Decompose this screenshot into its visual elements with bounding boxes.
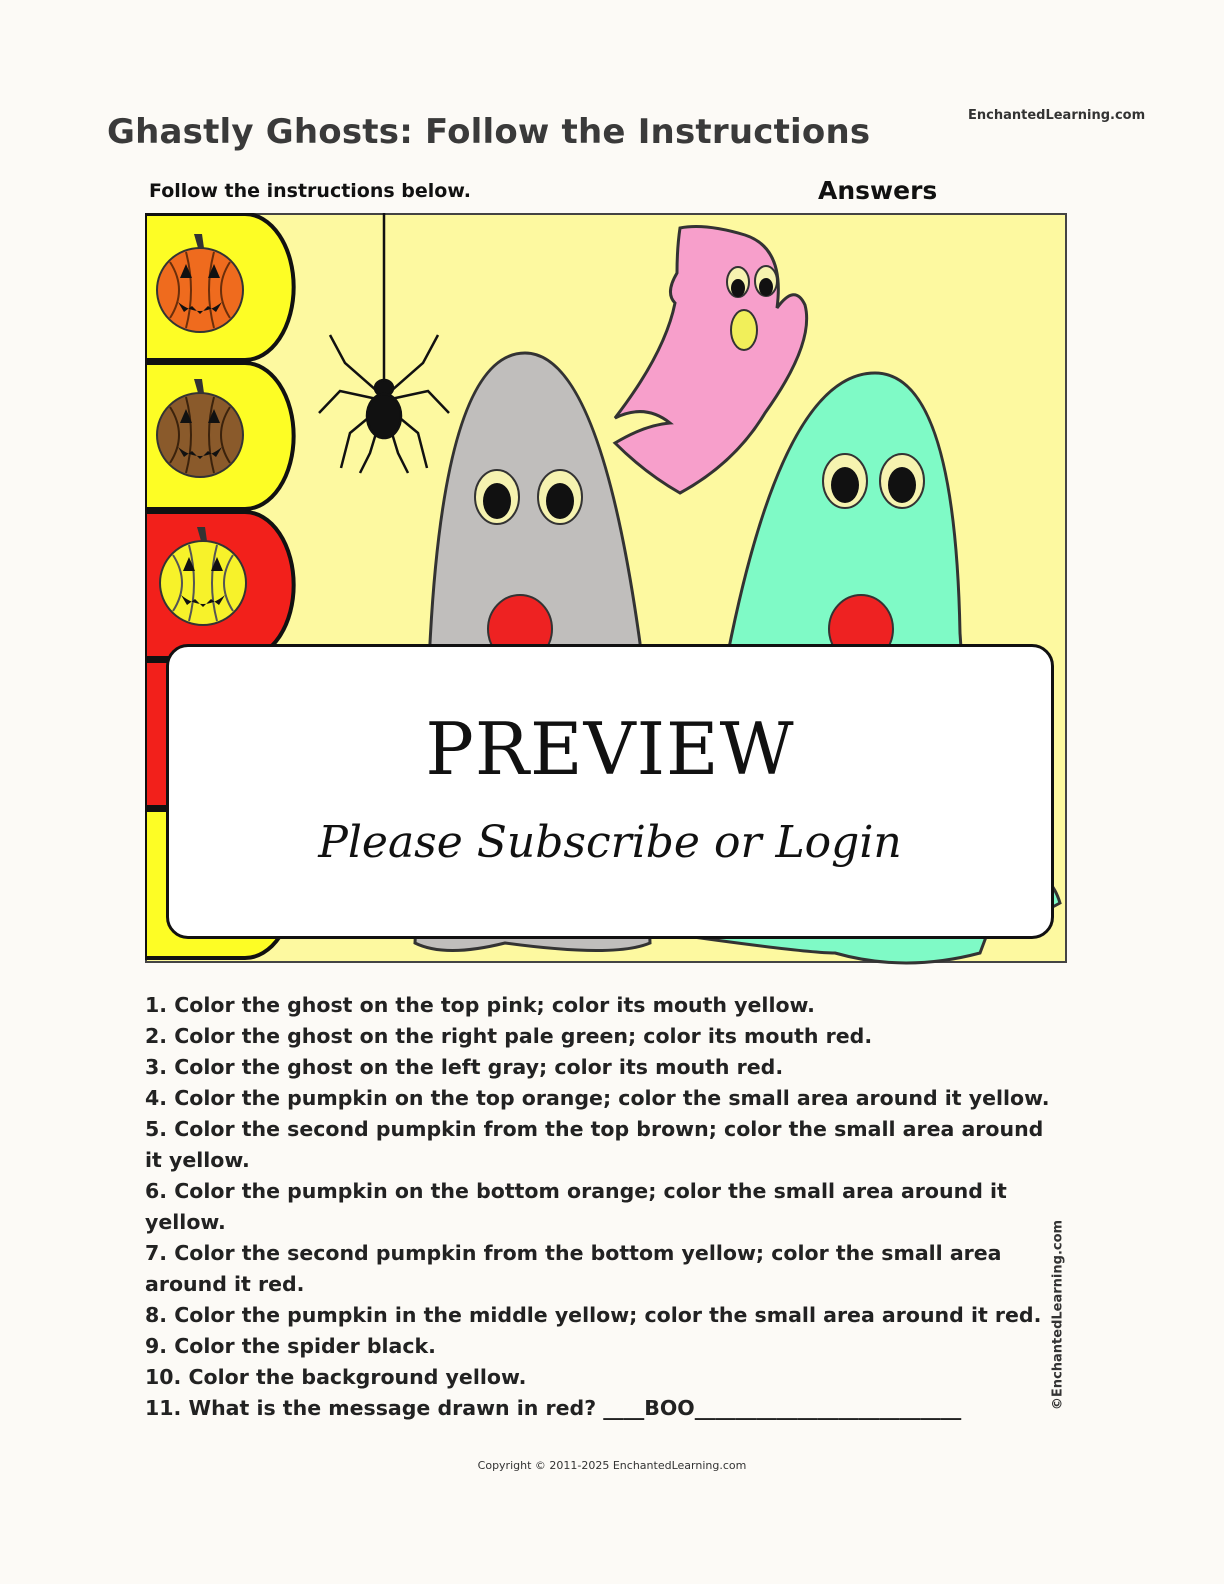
instruction-item: 3. Color the ghost on the left gray; color its mouth red. <box>145 1055 784 1079</box>
question-item: 11. What is the message drawn in red? ____BOO__________________________ <box>145 1396 962 1420</box>
instruction-item: 4. Color the pumpkin on the top orange; color the small area around it yellow. <box>145 1086 1050 1110</box>
preview-overlay[interactable] <box>166 644 1054 939</box>
instructions-list <box>145 990 1065 1424</box>
instruction-item: 2. Color the ghost on the right pale green; color its mouth red. <box>145 1024 873 1048</box>
preview-title: PREVIEW <box>425 707 795 791</box>
instruction-item: 10. Color the background yellow. <box>145 1365 527 1389</box>
site-name: EnchantedLearning.com <box>968 108 1146 123</box>
subscribe-login-prompt[interactable]: Please Subscribe or Login <box>318 817 902 868</box>
answer-blank: ____BOO__________________________ <box>603 1396 962 1420</box>
answers-label: Answers <box>818 176 938 205</box>
instruction-item: 9. Color the spider black. <box>145 1334 436 1358</box>
follow-label: Follow the instructions below. <box>149 180 471 202</box>
footer-copyright: Copyright © 2011-2025 EnchantedLearning.com <box>477 1459 747 1472</box>
instruction-item: 6. Color the pumpkin on the bottom orange; color the small area around it yellow. <box>145 1179 1007 1234</box>
instruction-item: 5. Color the second pumpkin from the top brown; color the small area around it yellow. <box>145 1117 1044 1172</box>
instruction-item: 8. Color the pumpkin in the middle yellow; color the small area around it red. <box>145 1303 1042 1327</box>
instruction-item: 1. Color the ghost on the top pink; color its mouth yellow. <box>145 993 815 1017</box>
page-title: Ghastly Ghosts: Follow the Instructions <box>107 112 871 152</box>
ghost-top-mouth <box>731 310 757 350</box>
instruction-item: 7. Color the second pumpkin from the bottom yellow; color the small area around it red. <box>145 1241 1002 1296</box>
answer-text: BOO <box>644 1396 695 1420</box>
side-copyright: ©EnchantedLearning.com <box>1050 1219 1066 1411</box>
